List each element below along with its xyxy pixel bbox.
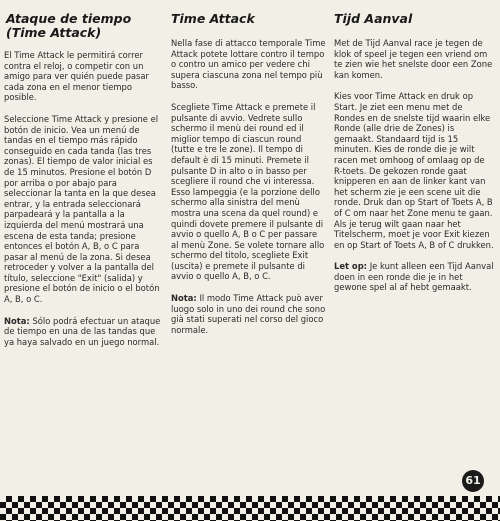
spanish-heading-line2: (Time Attack)	[6, 25, 102, 40]
dutch-instructions-paragraph: Kies voor Time Attack en druk op Start. Je ziet een menu met de Rondes en de snelste tijd waarin elke Ronde (alle drie de Zones) is gemaakt. Standaard tijd is 15 minuten. Kies de ronde die je wilt racen met omhoog of omlaag op de R-toets. De gekozen ronde gaat knipperen en aan de linker kant van het scherm zie je een scene uit die ronde. Druk dan op Start of Toets A, B of C om naar het Zone menu te gaan. Als je terug wilt gaan naar het Titelscherm, moet je voor Exit kiezen en op Start of Toets A, B of C drukken.	[334, 91, 494, 250]
spanish-column	[4, 12, 164, 358]
italian-instructions-paragraph: Scegliete Time Attack e premete il pulsante di avvio. Vedrete sullo schermo il menù dei round ed il miglior tempo di ciascun round (tutte e tre le zone). Il tempo di default è di 15 minuti. Premete il pulsante D in alto o in basso per scegliere il round che vi interessa. Esso lampeggia (e la porzione dello schermo alla sinistra del menù mostra una scena da quel round) e quindi dovete premere il pulsante di avvio o quello A, B o C per passare al menù Zone. Se volete tornare allo schermo del titolo, scegliete Exit (uscita) e premete il pulsante di avvio o quello A, B, o C.	[171, 101, 325, 282]
dutch-note-text: Je kunt alleen een Tijd Aanval doen in een ronde die je in het gewone spel al af hebt gemaakt.	[334, 261, 494, 293]
dutch-intro-paragraph: Met de Tijd Aanval race je tegen de klok of speel je tegen een vriend om te zien wie het snelste door een Zone kan komen.	[334, 38, 493, 80]
italian-note-text: Il modo Time Attack può aver luogo solo in uno dei round che sono già stati superati nel corso del gioco normale.	[171, 293, 326, 335]
checkered-border-decoration	[0, 496, 500, 521]
spanish-note	[4, 316, 164, 348]
italian-intro-paragraph: Nella fase di attacco temporale Time Attack potete lottare contro il tempo o contro un amico per vedere chi supera ciascuna zona nel tempo più basso.	[171, 38, 326, 91]
dutch-note	[330, 261, 495, 293]
italian-column	[167, 12, 327, 346]
spanish-heading	[4, 12, 164, 40]
italian-note-label: Nota:	[171, 293, 197, 304]
italian-heading: Time Attack	[171, 11, 255, 26]
page-number-badge: 61	[462, 470, 484, 492]
spanish-heading-line1: Ataque de tiempo	[6, 11, 132, 26]
spanish-note-text: Sólo podrá efectuar un ataque de tiempo en una de las tandas que ya haya salvado en un juego normal.	[4, 315, 161, 347]
spanish-note-label: Nota:	[4, 315, 30, 326]
spanish-intro-paragraph: El Time Attack le permitirá correr contra el reloj, o competir con un amigo para ver quién puede pasar cada zona en el menor tiempo posible.	[4, 50, 149, 103]
spanish-instructions-paragraph: Seleccione Time Attack y presione el botón de inicio. Vea un menú de tandas en el tiempo más rápido conseguido en cada tanda (las tres zonas). El tiempo de valor inicial es de 15 minutos. Presione el botón D por arriba o por abajo para seleccionar la tanta en la que desea entrar, y la entrada seleccionará parpadeará y la pantalla a la izquierda del menú mostrará una escena de esta tanda; presione entonces el botón A, B, o C para pasar al menú de la zona. Si desea retroceder y volver a la pantalla del título, seleccione "Exit" (salida) y presione el botón de inicio o el botón A, B, o C.	[4, 113, 160, 305]
dutch-column	[330, 12, 495, 304]
italian-note	[167, 293, 327, 335]
dutch-note-label: Let op:	[334, 261, 368, 272]
dutch-heading: Tijd Aanval	[334, 11, 413, 26]
